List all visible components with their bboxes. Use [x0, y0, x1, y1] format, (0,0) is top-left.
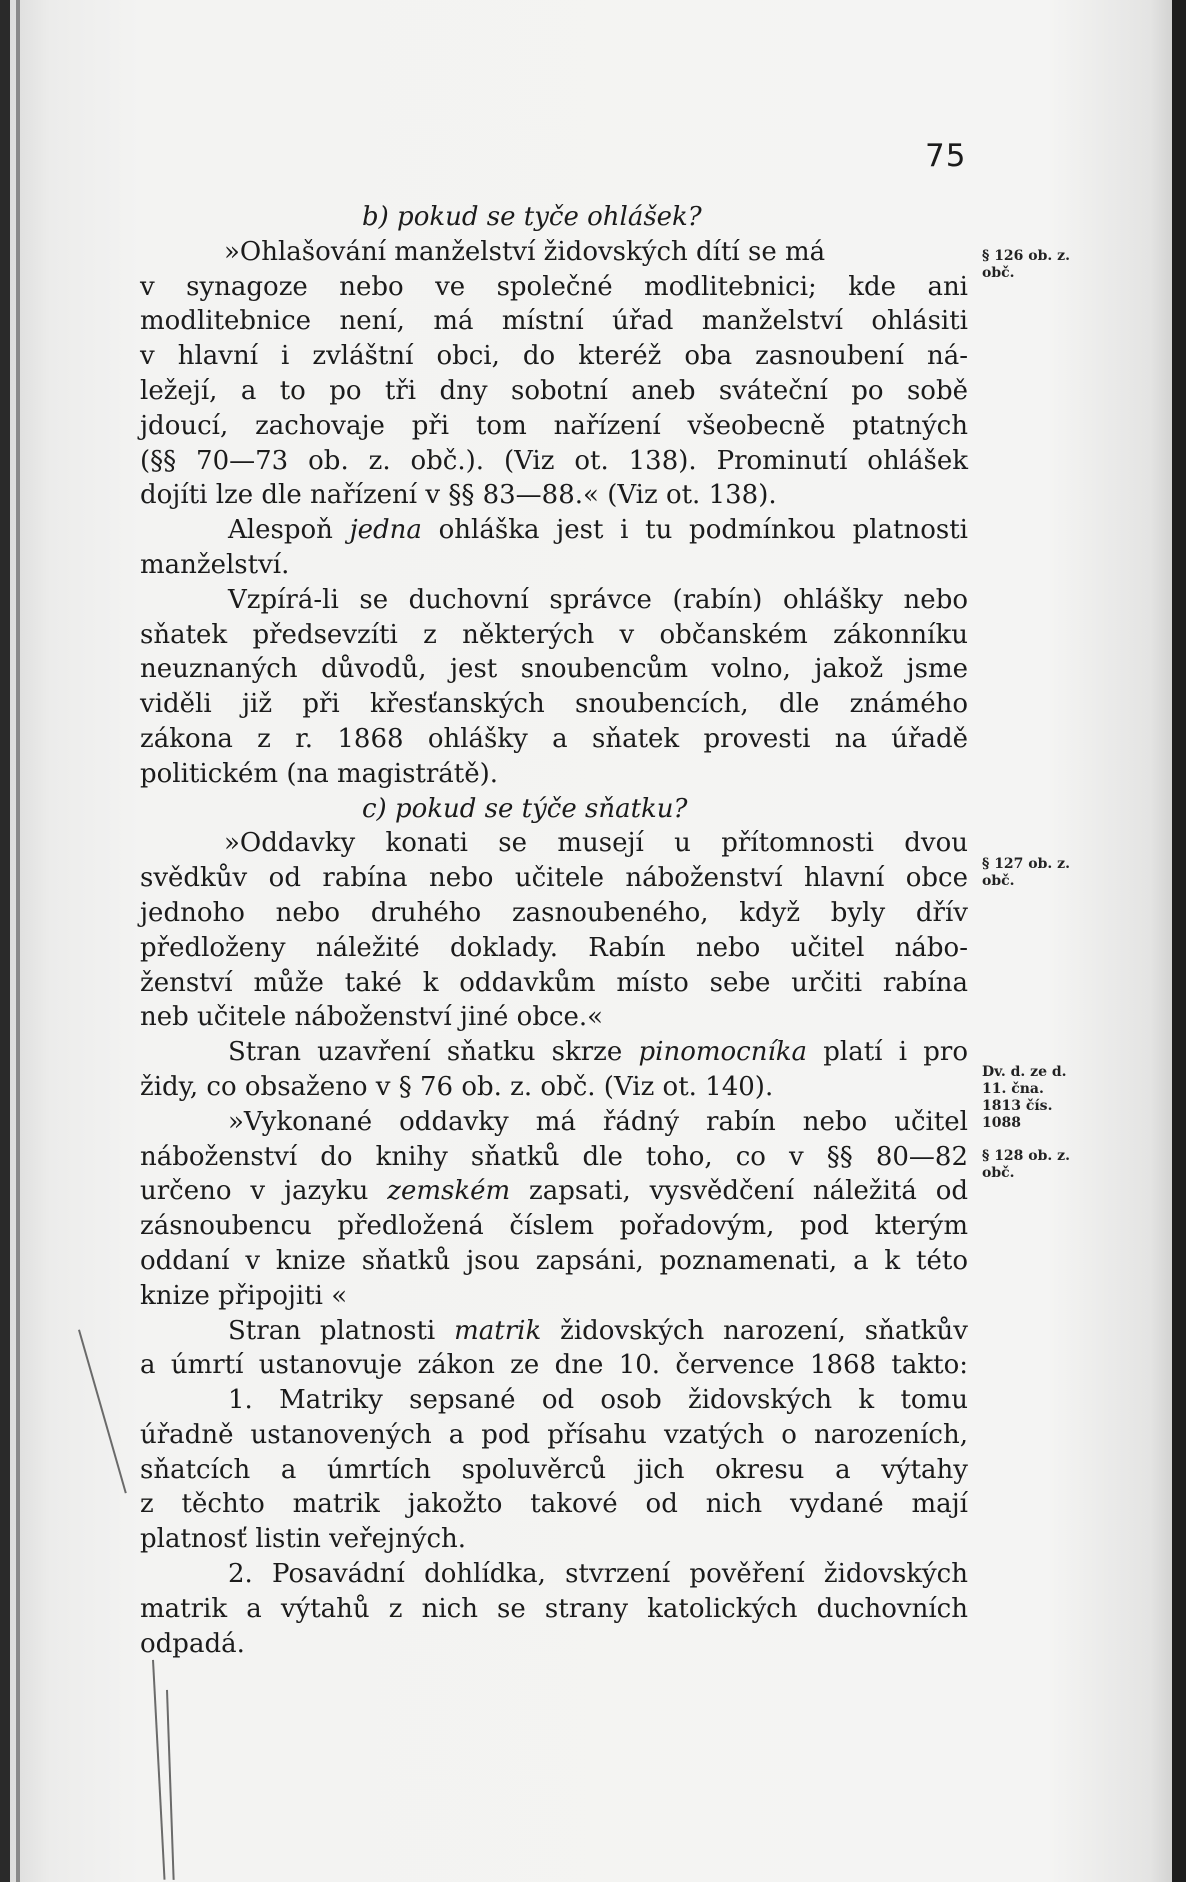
text-line: neuznaných důvodů, jest snoubencům volno, jakož jsme — [140, 654, 968, 685]
text-line: c) pokud se týče sňatku? — [362, 793, 688, 824]
margin-note: § 128 ob. z. obč. — [982, 1148, 1070, 1181]
text-line — [140, 1035, 968, 1070]
text-line: židy, co obsaženo v § 76 ob. z. obč. (Viz ot. 140). — [140, 1071, 774, 1102]
text-line: 2. Posavádní dohlídka, stvrzení pověření židovských — [228, 1559, 968, 1590]
text-line — [140, 1174, 968, 1209]
margin-note: § 127 ob. z. obč. — [982, 856, 1070, 889]
text-line: knize připojiti « — [140, 1280, 348, 1311]
emphasized-text: zemském — [387, 1176, 511, 1207]
text-line: manželství. — [140, 549, 290, 580]
text-segment: zapsati, vysvědčení náležitá od — [510, 1176, 968, 1207]
emphasized-text: matrik — [454, 1315, 542, 1346]
text-line: matrik a výtahů z nich se strany katolických duchovních — [140, 1593, 968, 1624]
margin-note: Dv. d. ze d. 11. čna. 1813 čís. 1088 — [982, 1064, 1067, 1131]
text-line: oddaní v knize sňatků jsou zapsáni, poznamenati, a k této — [140, 1245, 968, 1276]
text-line: b) pokud se tyče ohlášek? — [362, 202, 702, 232]
text-segment: určeno v jazyku — [140, 1176, 388, 1207]
text-line: v synagoze nebo ve společné modlitebnici; kde ani — [140, 271, 968, 302]
emphasized-text: jedna — [349, 515, 422, 546]
text-segment: platí i pro — [807, 1037, 968, 1068]
emphasized-text: pinomocníka — [638, 1037, 808, 1068]
text-line: dojíti lze dle nařízení v §§ 83—88.« (Viz ot. 138). — [140, 480, 777, 511]
text-line: Vzpírá-li se duchovní správce (rabín) ohlášky nebo — [228, 584, 968, 615]
text-segment: Stran uzavření sňatku skrze — [228, 1037, 639, 1068]
text-segment: židovských narození, sňatkův — [541, 1315, 968, 1346]
margin-note: § 126 ob. z. obč. — [982, 248, 1070, 281]
text-line: ležejí, a to po tři dny sobotní aneb sváteční po sobě — [140, 375, 968, 406]
text-line: zásnoubencu předložená číslem pořadovým, pod kterým — [140, 1211, 968, 1242]
text-segment: Stran platnosti — [228, 1315, 455, 1346]
text-segment: ohláška jest i tu podmínkou platnosti — [421, 515, 968, 546]
text-line: »Vykonané oddavky má řádný rabín nebo učitel — [228, 1106, 968, 1137]
text-line: jednoho nebo druhého zasnoubeného, když byly dřív — [140, 897, 968, 928]
text-line: jdoucí, zachovaje při tom nařízení všeobecně ptatných — [140, 410, 968, 441]
text-line: »Ohlašování manželství židovských dítí se má — [224, 236, 826, 267]
text-line: úřadně ustanovených a pod přísahu vzatých o narozeních, — [140, 1419, 968, 1450]
text-line: (§§ 70—73 ob. z. obč.). (Viz ot. 138). Prominutí ohlášek — [140, 445, 968, 476]
text-line — [140, 513, 968, 548]
text-line: ženství může také k oddavkům místo sebe určiti rabína — [140, 967, 968, 998]
text-line: předloženy náležité doklady. Rabín nebo učitel nábo- — [140, 932, 968, 963]
text-line: v hlavní i zvláštní obci, do kteréž oba zasnoubení ná- — [140, 341, 968, 372]
text-line: sňatcích a úmrtích spoluvěrců jich okresu a výtahy — [140, 1454, 968, 1485]
text-line: z těchto matrik jakožto takové od nich vydané mají — [140, 1489, 968, 1520]
text-line: politickém (na magistrátě). — [140, 758, 499, 789]
scan-left-edge-line — [16, 0, 20, 1882]
text-line: neb učitele náboženství jiné obce.« — [140, 1002, 604, 1033]
text-line: viděli již při křesťanských snoubencích, dle známého — [140, 689, 968, 720]
text-line — [140, 1314, 968, 1349]
text-line: sňatek předsevzíti z některých v občanském zákonníku — [140, 619, 968, 650]
text-line: platnosť listin veřejných. — [140, 1524, 467, 1555]
text-line: 1. Matriky sepsané od osob židovských k tomu — [228, 1385, 968, 1416]
scan-right-edge — [1172, 0, 1186, 1882]
text-line: a úmrtí ustanovuje zákon ze dne 10. července 1868 takto: — [140, 1350, 968, 1381]
page-number: 75 — [925, 138, 967, 174]
text-line: zákona z r. 1868 ohlášky a sňatek provesti na úřadě — [140, 723, 968, 754]
main-text — [140, 200, 968, 1661]
text-segment: Alespoň — [228, 515, 350, 546]
text-line: svědkův od rabína nebo učitele náboženství hlavní obce — [140, 863, 968, 894]
text-line: náboženství do knihy sňatků dle toho, co v §§ 80—82 — [140, 1141, 968, 1172]
text-line: odpadá. — [140, 1628, 245, 1659]
scan-left-edge — [0, 0, 10, 1882]
text-line: »Oddavky konati se musejí u přítomnosti dvou — [224, 828, 968, 859]
text-line: modlitebnice není, má místní úřad manželství ohlásiti — [140, 306, 968, 337]
